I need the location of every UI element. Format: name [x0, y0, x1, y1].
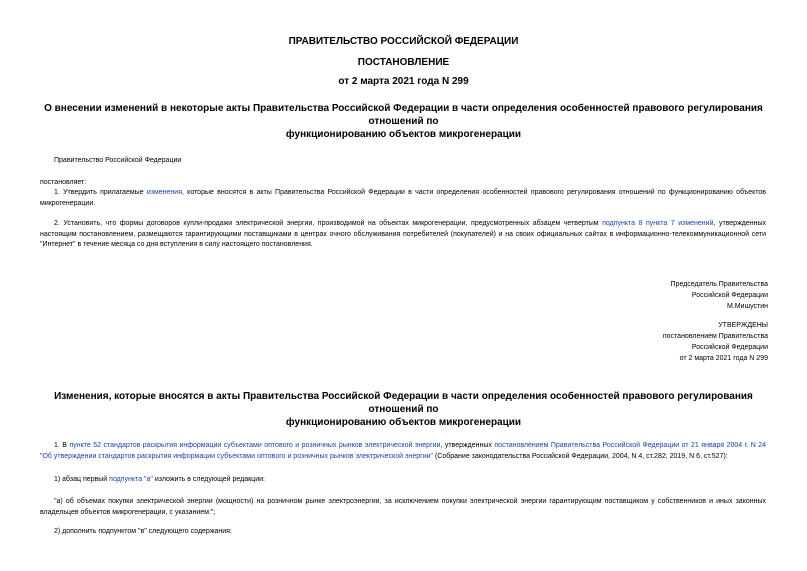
changes-title-line2: функционированию объектов микрогенерации: [285, 417, 522, 428]
document-title-line1: О внесении изменений в некоторые акты Правительства Российской Федерации в части определения особенностей правового регулирования отношений по: [44, 103, 763, 127]
changes-title: [30, 390, 777, 429]
changes-p2-link[interactable]: подпункта "а": [109, 476, 153, 483]
item-2-text-a: 2. Установить, что формы договоров купли-продажи электрической энергии, производимой на объектах микрогенерации, предусмотренных абзацем четвертым: [54, 220, 603, 227]
changes-p1-text-c: (Собрание законодательства Российской Федерации, 2004, N 4, ст.282; 2019, N 6, ст.527):: [433, 452, 728, 460]
changes-p1-link-2[interactable]: постановлением Правительства Российской Федерации от 21 января 2004 г. N 24 "Об утверждении стандартов раскрытия информации субъектами оптового и розничных рынков электрической энергии": [40, 442, 767, 460]
changes-p1-text-a: 1. В: [54, 442, 70, 449]
item-1: [40, 188, 766, 209]
signature-org: Российской Федерации: [691, 292, 768, 299]
item-1-text-a: 1. Утвердить прилагаемые: [54, 189, 147, 196]
document-type: ПОСТАНОВЛЕНИЕ: [357, 57, 450, 68]
document-title-line2: функционированию объектов микрогенерации: [285, 129, 522, 140]
approved-by: постановлением Правительства: [662, 333, 768, 340]
item-2-text-b: , утвержденных настоящим постановлением, размещаются гарантирующими поставщиками в центрах очного обслуживания потребителей (покупателей) и на своих официальных сайтах в информационно-телекоммуникационной сети "Интернет" в течение месяца со дня вступления в силу настоящего постановления.: [40, 220, 766, 248]
signature-name: М.Мишустин: [726, 303, 768, 310]
changes-paragraph-3: "а) об объемах покупки электрической энергии (мощности) на розничном рынке электроэнергии, за исключением покупки электрической энергии гарантирующим поставщиком у собственников и иных законных владельцев объектов микрогенерации, с указанием:";: [40, 498, 766, 516]
item-1-link[interactable]: изменения: [146, 189, 182, 196]
changes-p1-link-1[interactable]: пункте 52 стандартов раскрытия информации субъектами оптового и розничных рынков электрической энергии: [69, 442, 441, 449]
item-2: [40, 219, 766, 251]
changes-p1-text-b: , утвержденных: [440, 442, 495, 449]
signature-block: [548, 279, 768, 312]
document-date-number: от 2 марта 2021 года N 299: [338, 76, 469, 87]
item-2-link[interactable]: подпункта 8 пункта 7 изменений: [602, 220, 714, 227]
changes-title-line1: Изменения, которые вносятся в акты Правительства Российской Федерации в части определения особенностей правового регулирования отношений по: [54, 391, 753, 415]
changes-paragraph-4: 2) дополнить подпунктом "в" следующего содержания:: [54, 528, 232, 535]
changes-paragraph-2: [40, 475, 766, 486]
approved-label: УТВЕРЖДЕНЫ: [718, 322, 768, 329]
approved-date: от 2 марта 2021 года N 299: [679, 355, 768, 362]
item-1-text-b: , которые вносятся в акты Правительства Российской Федерации в части определения особенностей правового регулирования отношений по функционированию объектов микрогенерации.: [40, 189, 766, 207]
changes-p2-text-b: изложить в следующей редакции:: [152, 476, 265, 483]
approved-org: Российской Федерации: [691, 344, 768, 351]
government-heading: ПРАВИТЕЛЬСТВО РОССИЙСКОЙ ФЕДЕРАЦИИ: [288, 36, 519, 47]
intro-text: Правительство Российской Федерации: [54, 157, 182, 164]
changes-p2-text-a: 1) абзац первый: [54, 476, 110, 483]
decides-text: постановляет:: [40, 179, 87, 186]
document-title: [30, 102, 777, 141]
approved-block: [548, 320, 768, 364]
changes-paragraph-1: [40, 441, 766, 462]
signature-position: Председатель Правительства: [670, 281, 768, 288]
